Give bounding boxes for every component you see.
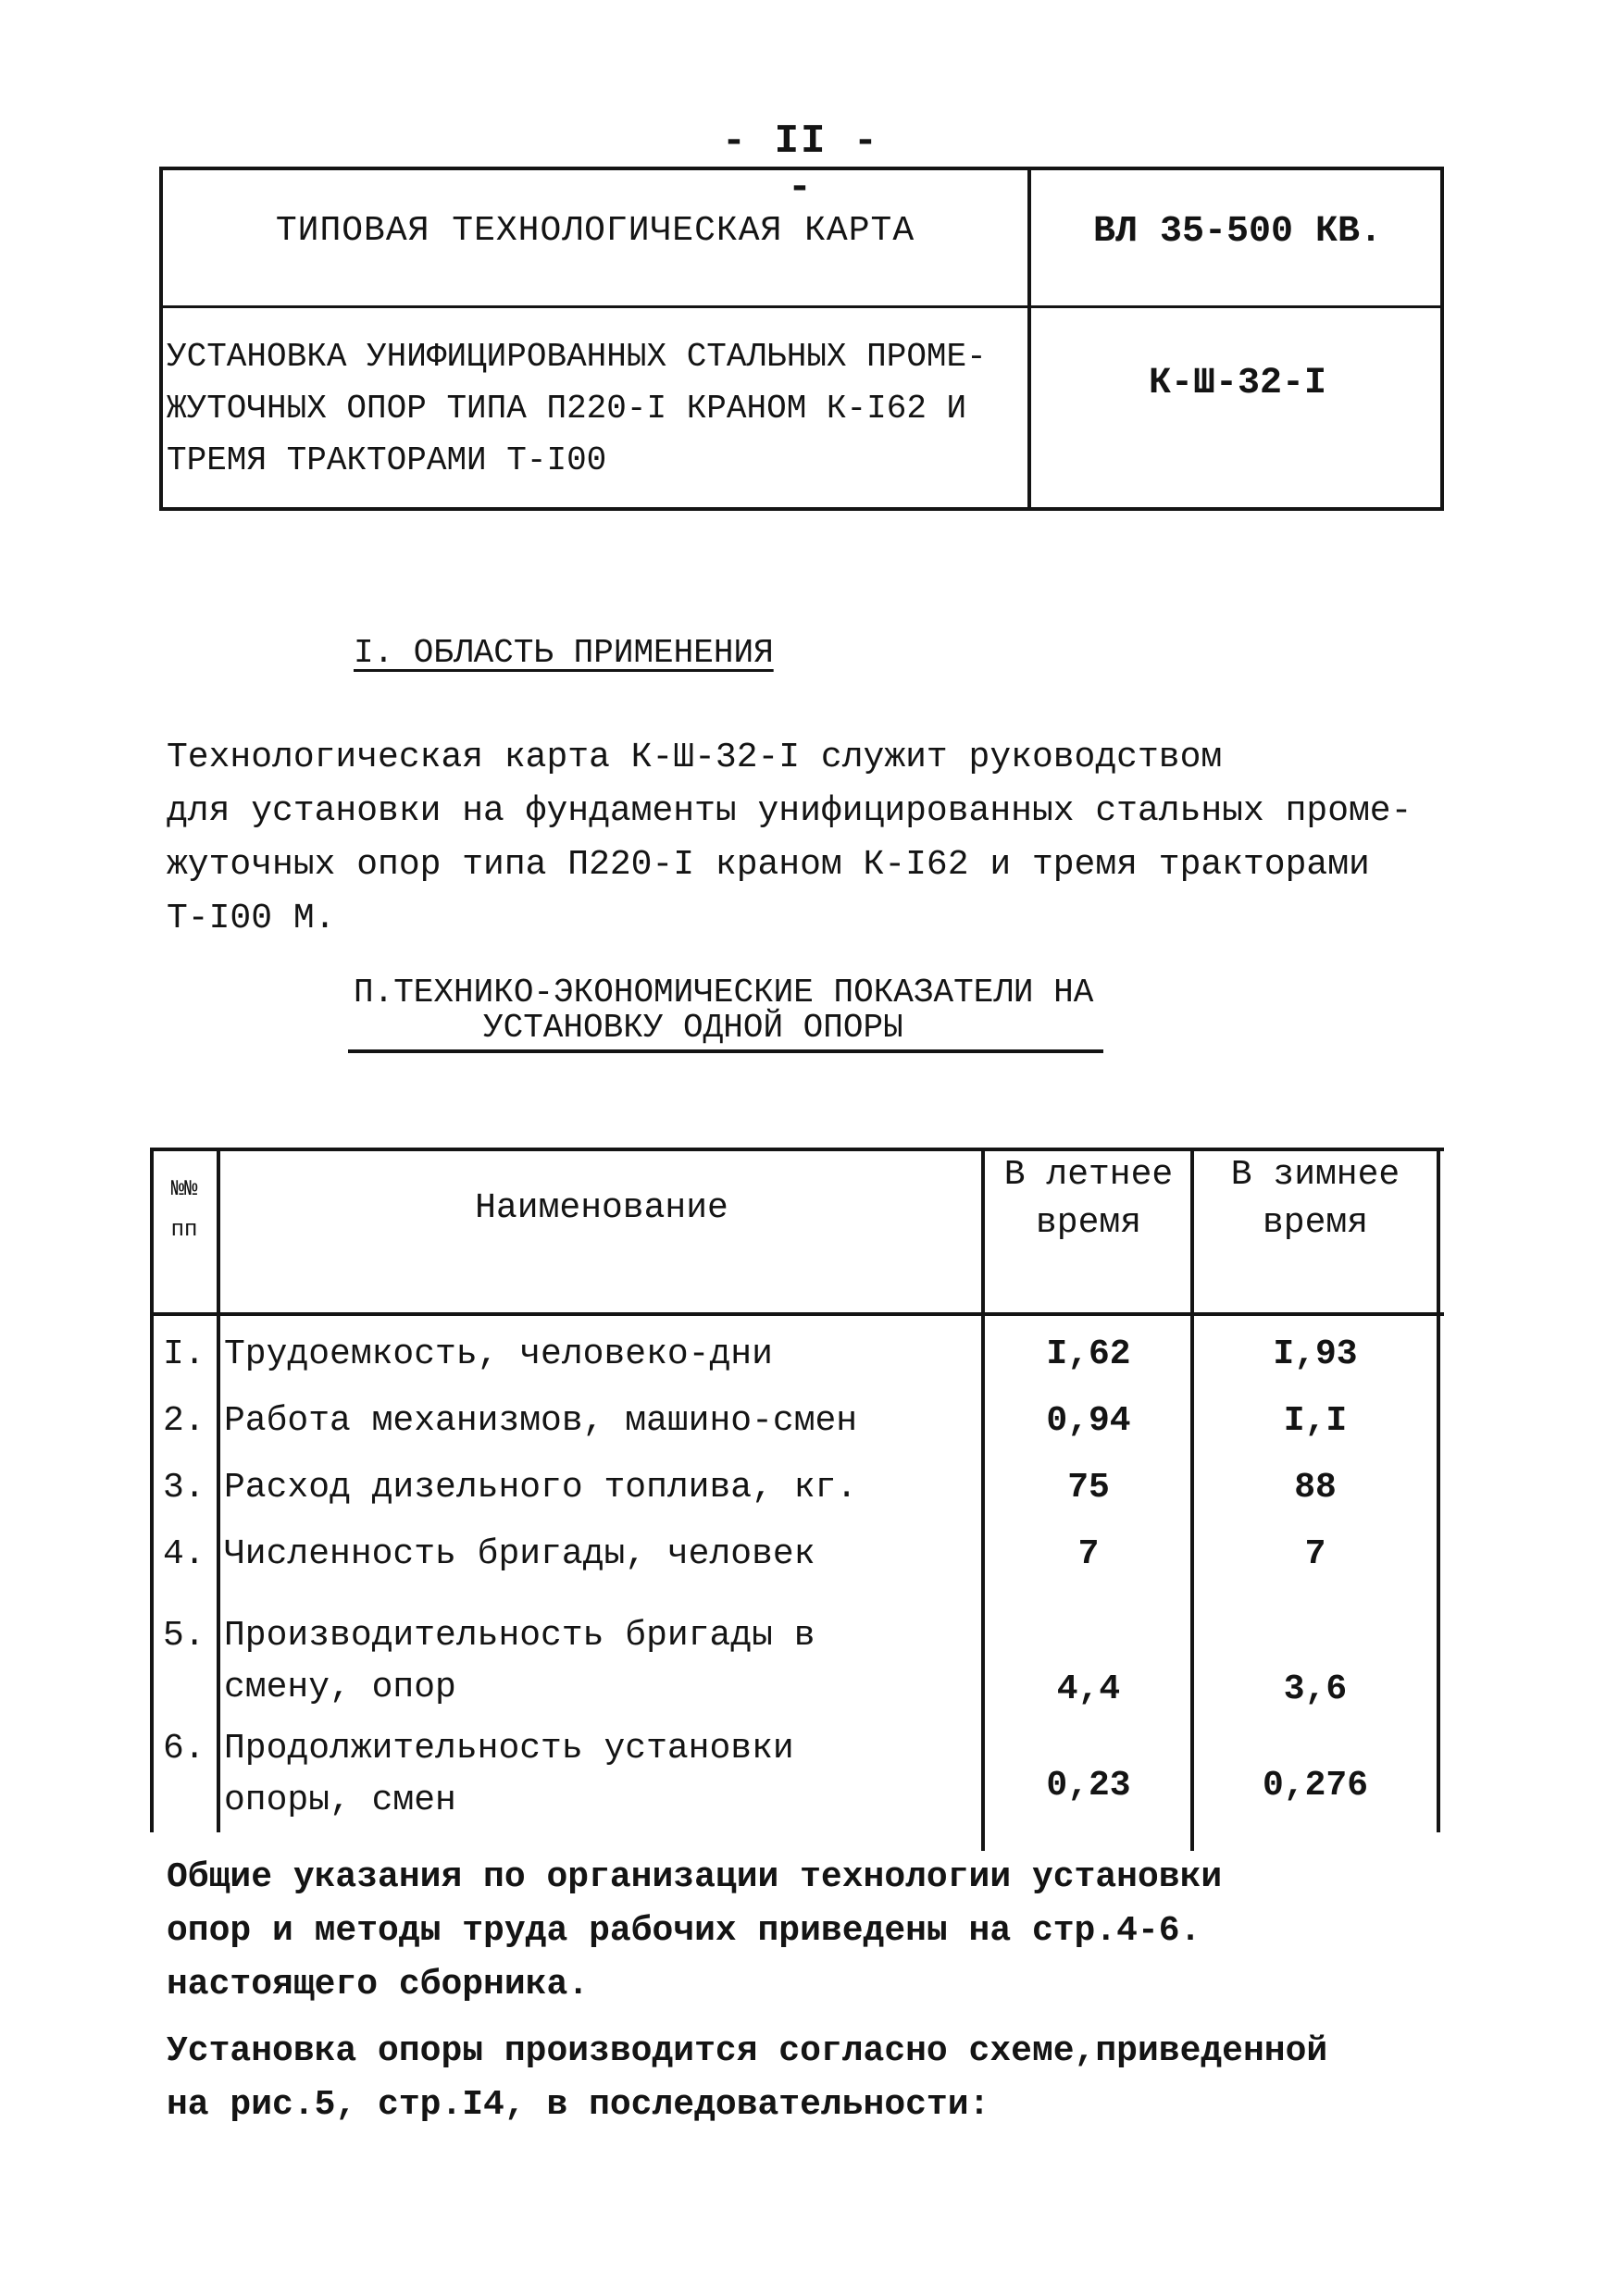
section2-heading-line1: П.ТЕХНИКО-ЭКОНОМИЧЕСКИЕ ПОКАЗАТЕЛИ НА: [354, 974, 1094, 1011]
row-name: Численность бригады, человек: [224, 1534, 815, 1574]
row-name: Продолжительность установки опоры, смен: [224, 1729, 794, 1820]
intro-paragraph: Технологическая карта К-Ш-32-I служит руководством для установки на фундаменты унифицированных стальных проме- жуточных опор типа П220-I краном К-I62 и тремя тракторами Т-I00 М.: [167, 738, 1413, 938]
table-header-border: [150, 1312, 1444, 1316]
row-summer: 0,23: [1046, 1766, 1131, 1806]
row-summer: 0,94: [1046, 1401, 1131, 1441]
row-num: 6.: [163, 1729, 205, 1769]
row-summer: 4,4: [1056, 1669, 1121, 1709]
row-summer: 7: [1077, 1534, 1100, 1574]
row-num: 2.: [163, 1401, 205, 1441]
row-summer: 75: [1067, 1468, 1110, 1508]
row-name: Работа механизмов, машино-смен: [224, 1401, 858, 1441]
row-winter: I,I: [1283, 1401, 1348, 1441]
row-winter: 0,276: [1262, 1766, 1369, 1806]
page-number: - II - -: [721, 118, 880, 211]
column-header-num: №№ пп: [170, 1177, 198, 1243]
row-num: 3.: [163, 1468, 205, 1508]
row-winter: 3,6: [1283, 1669, 1348, 1709]
column-header-name: Наименование: [475, 1188, 728, 1228]
section2-underline: [348, 1049, 1103, 1053]
header-subject: УСТАНОВКА УНИФИЦИРОВАННЫХ СТАЛЬНЫХ ПРОМЕ- ЖУТОЧНЫХ ОПОР ТИПА П220-I КРАНОМ К-I62 И ТРЕМЯ ТРАКТОРАМИ Т-I00: [167, 338, 987, 479]
header-series: ВЛ 35-500 КВ.: [1092, 211, 1383, 253]
row-num: 4.: [163, 1534, 205, 1574]
header-divider-horizontal: [159, 305, 1444, 308]
header-code: К-Ш-32-I: [1148, 363, 1327, 404]
general-paragraph: Общие указания по организации технологии установки опор и методы труда рабочих приведены на стр.4-6. настоящего сборника.: [167, 1857, 1223, 2004]
section2-heading-line2: УСТАНОВКУ ОДНОЙ ОПОРЫ: [483, 1009, 903, 1047]
row-winter: 88: [1294, 1468, 1337, 1508]
row-summer: I,62: [1046, 1334, 1131, 1374]
row-num: I.: [163, 1334, 205, 1374]
row-winter: 7: [1304, 1534, 1326, 1574]
header-title: ТИПОВАЯ ТЕХНОЛОГИЧЕСКАЯ КАРТА: [275, 211, 915, 251]
sequence-paragraph: Установка опоры производится согласно схеме,приведенной на рис.5, стр.I4, в последовательности:: [167, 2031, 1328, 2125]
row-num: 5.: [163, 1616, 205, 1656]
column-header-winter: В зимнее время: [1230, 1155, 1400, 1243]
column-header-summer: В летнее время: [1003, 1155, 1174, 1243]
row-name: Трудоемкость, человеко-дни: [224, 1334, 773, 1374]
section1-heading: I. ОБЛАСТЬ ПРИМЕНЕНИЯ: [354, 634, 774, 672]
row-winter: I,93: [1273, 1334, 1358, 1374]
row-name: Расход дизельного топлива, кг.: [224, 1468, 858, 1508]
table-column-border: [1437, 1148, 1440, 1832]
row-name: Производительность бригады в смену, опор: [224, 1616, 815, 1707]
